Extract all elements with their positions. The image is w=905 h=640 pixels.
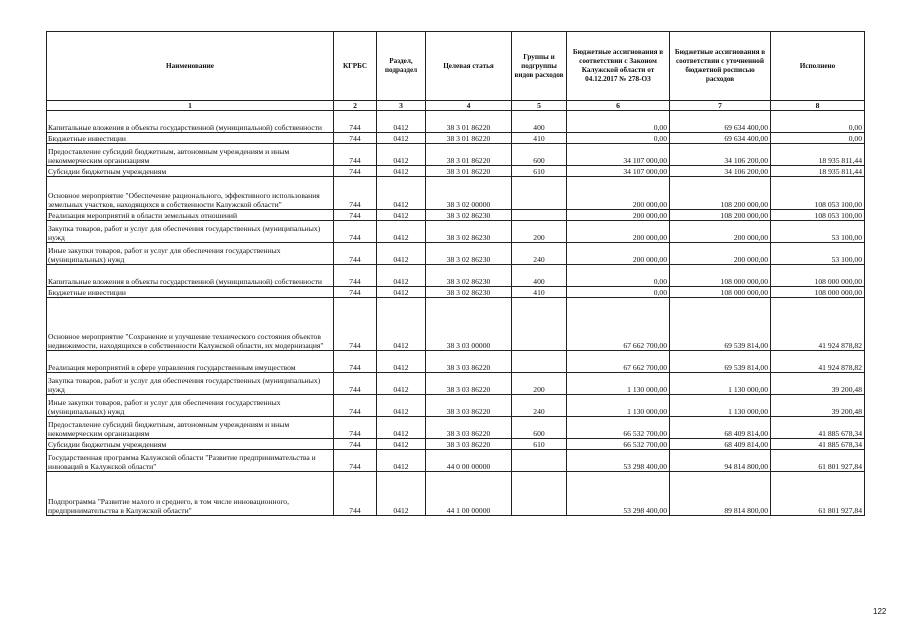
table-row: [47, 166, 865, 177]
cell-kgrbs: 744: [334, 111, 377, 133]
cell-executed: 0,00: [771, 111, 865, 133]
cell-refined: 34 106 200,00: [670, 144, 771, 166]
cell-refined: 68 409 814,00: [670, 417, 771, 439]
cell-executed: 108 000 000,00: [771, 265, 865, 287]
cell-executed: 41 885 678,34: [771, 417, 865, 439]
cell-executed: 41 885 678,34: [771, 439, 865, 450]
cell-law: 0,00: [567, 287, 670, 298]
cell-name: Государственная программа Калужской области "Развитие предпринимательства и инноваций в Калужской области": [47, 450, 334, 472]
cell-refined: 108 000 000,00: [670, 265, 771, 287]
header-refined: Бюджетные ассигнования в соответствии с уточненной бюджетной росписью расходов: [670, 32, 771, 101]
cell-group: 600: [512, 144, 567, 166]
cell-executed: 108 000 000,00: [771, 287, 865, 298]
cell-name: Предоставление субсидий бюджетным, автономным учреждениям и иным некоммерческим организациям: [47, 417, 334, 439]
cell-section: 0412: [377, 210, 426, 221]
cell-group: [512, 298, 567, 351]
table-row: [47, 210, 865, 221]
column-number: 6: [567, 101, 670, 111]
table-row: [47, 265, 865, 287]
cell-refined: 1 130 000,00: [670, 395, 771, 417]
cell-executed: 41 924 878,82: [771, 298, 865, 351]
cell-kgrbs: 744: [334, 395, 377, 417]
cell-section: 0412: [377, 472, 426, 516]
cell-section: 0412: [377, 221, 426, 243]
header-group: Группы и подгруппы видов расходов: [512, 32, 567, 101]
cell-target: 38 3 03 86220: [426, 395, 512, 417]
cell-law: 34 107 000,00: [567, 144, 670, 166]
column-number: 3: [377, 101, 426, 111]
cell-executed: 18 935 811,44: [771, 166, 865, 177]
cell-refined: 89 814 800,00: [670, 472, 771, 516]
cell-law: 53 298 400,00: [567, 472, 670, 516]
cell-group: 600: [512, 417, 567, 439]
cell-name: Иные закупки товаров, работ и услуг для обеспечения государственных (муниципальных) нужд: [47, 395, 334, 417]
table-row: [47, 177, 865, 210]
cell-target: 38 3 02 86230: [426, 243, 512, 265]
cell-name: Закупка товаров, работ и услуг для обеспечения государственных (муниципальных) нужд: [47, 221, 334, 243]
cell-kgrbs: 744: [334, 221, 377, 243]
cell-section: 0412: [377, 287, 426, 298]
cell-group: [512, 210, 567, 221]
cell-law: 200 000,00: [567, 210, 670, 221]
cell-section: 0412: [377, 417, 426, 439]
table-row: [47, 417, 865, 439]
header-name: Наименование: [47, 32, 334, 101]
cell-refined: 200 000,00: [670, 243, 771, 265]
table-row: [47, 221, 865, 243]
cell-group: [512, 472, 567, 516]
cell-executed: 18 935 811,44: [771, 144, 865, 166]
table-row: [47, 373, 865, 395]
cell-group: 240: [512, 395, 567, 417]
cell-name: Капитальные вложения в объекты государственной (муниципальной) собственности: [47, 111, 334, 133]
cell-group: 410: [512, 133, 567, 144]
cell-name: Основное мероприятие "Сохранение и улучшение технического состояния объектов недвижимости, находящихся в собственности Калужской области, их модернизация": [47, 298, 334, 351]
cell-name: Бюджетные инвестиции: [47, 287, 334, 298]
cell-executed: 61 801 927,84: [771, 450, 865, 472]
cell-name: Реализация мероприятий в сфере управления государственным имуществом: [47, 351, 334, 373]
column-number: 5: [512, 101, 567, 111]
cell-section: 0412: [377, 439, 426, 450]
cell-law: 53 298 400,00: [567, 450, 670, 472]
cell-target: 38 3 02 00000: [426, 177, 512, 210]
table-row: [47, 298, 865, 351]
cell-law: 66 532 700,00: [567, 439, 670, 450]
cell-law: 0,00: [567, 265, 670, 287]
cell-target: 38 3 02 86230: [426, 265, 512, 287]
cell-name: Реализация мероприятий в области земельных отношений: [47, 210, 334, 221]
cell-executed: 0,00: [771, 133, 865, 144]
cell-section: 0412: [377, 133, 426, 144]
table-row: [47, 133, 865, 144]
cell-law: 67 662 700,00: [567, 298, 670, 351]
cell-refined: 1 130 000,00: [670, 373, 771, 395]
cell-executed: 108 053 100,00: [771, 177, 865, 210]
cell-target: 38 3 02 86230: [426, 287, 512, 298]
cell-refined: 69 539 814,00: [670, 351, 771, 373]
cell-target: 38 3 03 86220: [426, 439, 512, 450]
cell-target: 38 3 01 86220: [426, 144, 512, 166]
cell-target: 38 3 03 00000: [426, 298, 512, 351]
cell-section: 0412: [377, 243, 426, 265]
cell-target: 44 1 00 00000: [426, 472, 512, 516]
cell-kgrbs: 744: [334, 287, 377, 298]
cell-group: 400: [512, 111, 567, 133]
cell-name: Субсидии бюджетным учреждениям: [47, 439, 334, 450]
cell-group: [512, 177, 567, 210]
cell-name: Бюджетные инвестиции: [47, 133, 334, 144]
cell-refined: 69 539 814,00: [670, 298, 771, 351]
cell-name: Иные закупки товаров, работ и услуг для обеспечения государственных (муниципальных) нужд: [47, 243, 334, 265]
cell-refined: 108 000 000,00: [670, 287, 771, 298]
cell-target: 38 3 01 86220: [426, 166, 512, 177]
cell-section: 0412: [377, 351, 426, 373]
header-kgrbs: КГРБС: [334, 32, 377, 101]
cell-kgrbs: 744: [334, 373, 377, 395]
cell-law: 34 107 000,00: [567, 166, 670, 177]
cell-group: 610: [512, 166, 567, 177]
cell-section: 0412: [377, 177, 426, 210]
cell-executed: 53 100,00: [771, 221, 865, 243]
column-number: 1: [47, 101, 334, 111]
cell-section: 0412: [377, 373, 426, 395]
cell-section: 0412: [377, 144, 426, 166]
column-number: 4: [426, 101, 512, 111]
cell-executed: 53 100,00: [771, 243, 865, 265]
page-number: 122: [873, 607, 887, 616]
cell-refined: 108 200 000,00: [670, 177, 771, 210]
table-row: [47, 351, 865, 373]
cell-target: 44 0 00 00000: [426, 450, 512, 472]
cell-executed: 41 924 878,82: [771, 351, 865, 373]
table-row: [47, 450, 865, 472]
cell-name: Капитальные вложения в объекты государственной (муниципальной) собственности: [47, 265, 334, 287]
budget-table: [46, 31, 865, 516]
table-row: [47, 439, 865, 450]
cell-refined: 69 634 400,00: [670, 133, 771, 144]
header-row: [47, 32, 865, 101]
cell-section: 0412: [377, 111, 426, 133]
cell-target: 38 3 01 86220: [426, 133, 512, 144]
cell-name: Основное мероприятие "Обеспечение рационального, эффективного использования земельных участков, находящихся в собственности Калужской области": [47, 177, 334, 210]
cell-group: [512, 351, 567, 373]
cell-kgrbs: 744: [334, 417, 377, 439]
table-row: [47, 144, 865, 166]
table-row: [47, 287, 865, 298]
cell-group: 200: [512, 373, 567, 395]
cell-refined: 108 200 000,00: [670, 210, 771, 221]
cell-kgrbs: 744: [334, 166, 377, 177]
cell-executed: 61 801 927,84: [771, 472, 865, 516]
cell-group: 410: [512, 287, 567, 298]
cell-kgrbs: 744: [334, 265, 377, 287]
cell-law: 200 000,00: [567, 177, 670, 210]
cell-target: 38 3 03 86220: [426, 417, 512, 439]
cell-kgrbs: 744: [334, 243, 377, 265]
cell-refined: 68 409 814,00: [670, 439, 771, 450]
cell-kgrbs: 744: [334, 210, 377, 221]
cell-section: 0412: [377, 450, 426, 472]
cell-refined: 200 000,00: [670, 221, 771, 243]
header-section: Раздел, подраздел: [377, 32, 426, 101]
cell-group: 200: [512, 221, 567, 243]
cell-group: 610: [512, 439, 567, 450]
cell-name: Подпрограмма "Развитие малого и среднего, в том числе инновационного, предпринимательства в Калужской области": [47, 472, 334, 516]
cell-kgrbs: 744: [334, 351, 377, 373]
cell-section: 0412: [377, 395, 426, 417]
table-row: [47, 243, 865, 265]
cell-executed: 39 200,48: [771, 373, 865, 395]
cell-kgrbs: 744: [334, 298, 377, 351]
cell-law: 66 532 700,00: [567, 417, 670, 439]
cell-executed: 108 053 100,00: [771, 210, 865, 221]
cell-group: [512, 450, 567, 472]
cell-law: 67 662 700,00: [567, 351, 670, 373]
cell-target: 38 3 02 86230: [426, 221, 512, 243]
cell-law: 200 000,00: [567, 221, 670, 243]
cell-name: Субсидии бюджетным учреждениям: [47, 166, 334, 177]
cell-name: Закупка товаров, работ и услуг для обеспечения государственных (муниципальных) нужд: [47, 373, 334, 395]
cell-executed: 39 200,48: [771, 395, 865, 417]
column-number: 7: [670, 101, 771, 111]
cell-group: 400: [512, 265, 567, 287]
cell-law: 0,00: [567, 111, 670, 133]
cell-section: 0412: [377, 265, 426, 287]
column-number: 2: [334, 101, 377, 111]
cell-law: 1 130 000,00: [567, 373, 670, 395]
cell-target: 38 3 02 86230: [426, 210, 512, 221]
cell-target: 38 3 03 86220: [426, 373, 512, 395]
header-target: Целевая статья: [426, 32, 512, 101]
cell-law: 1 130 000,00: [567, 395, 670, 417]
cell-law: 200 000,00: [567, 243, 670, 265]
table-row: [47, 472, 865, 516]
cell-name: Предоставление субсидий бюджетным, автономным учреждениям и иным некоммерческим организациям: [47, 144, 334, 166]
column-number: 8: [771, 101, 865, 111]
cell-kgrbs: 744: [334, 472, 377, 516]
cell-kgrbs: 744: [334, 133, 377, 144]
cell-kgrbs: 744: [334, 177, 377, 210]
cell-law: 0,00: [567, 133, 670, 144]
cell-group: 240: [512, 243, 567, 265]
cell-target: 38 3 03 86220: [426, 351, 512, 373]
column-number-row: [47, 101, 865, 111]
cell-refined: 69 634 400,00: [670, 111, 771, 133]
header-executed: Исполнено: [771, 32, 865, 101]
cell-target: 38 3 01 86220: [426, 111, 512, 133]
cell-kgrbs: 744: [334, 450, 377, 472]
table-row: [47, 395, 865, 417]
cell-section: 0412: [377, 166, 426, 177]
cell-refined: 94 814 800,00: [670, 450, 771, 472]
table-row: [47, 111, 865, 133]
cell-refined: 34 106 200,00: [670, 166, 771, 177]
cell-section: 0412: [377, 298, 426, 351]
cell-kgrbs: 744: [334, 439, 377, 450]
cell-kgrbs: 744: [334, 144, 377, 166]
header-law: Бюджетные ассигнования в соответствии с Законом Калужской области от 04.12.2017 № 278-ОЗ: [567, 32, 670, 101]
